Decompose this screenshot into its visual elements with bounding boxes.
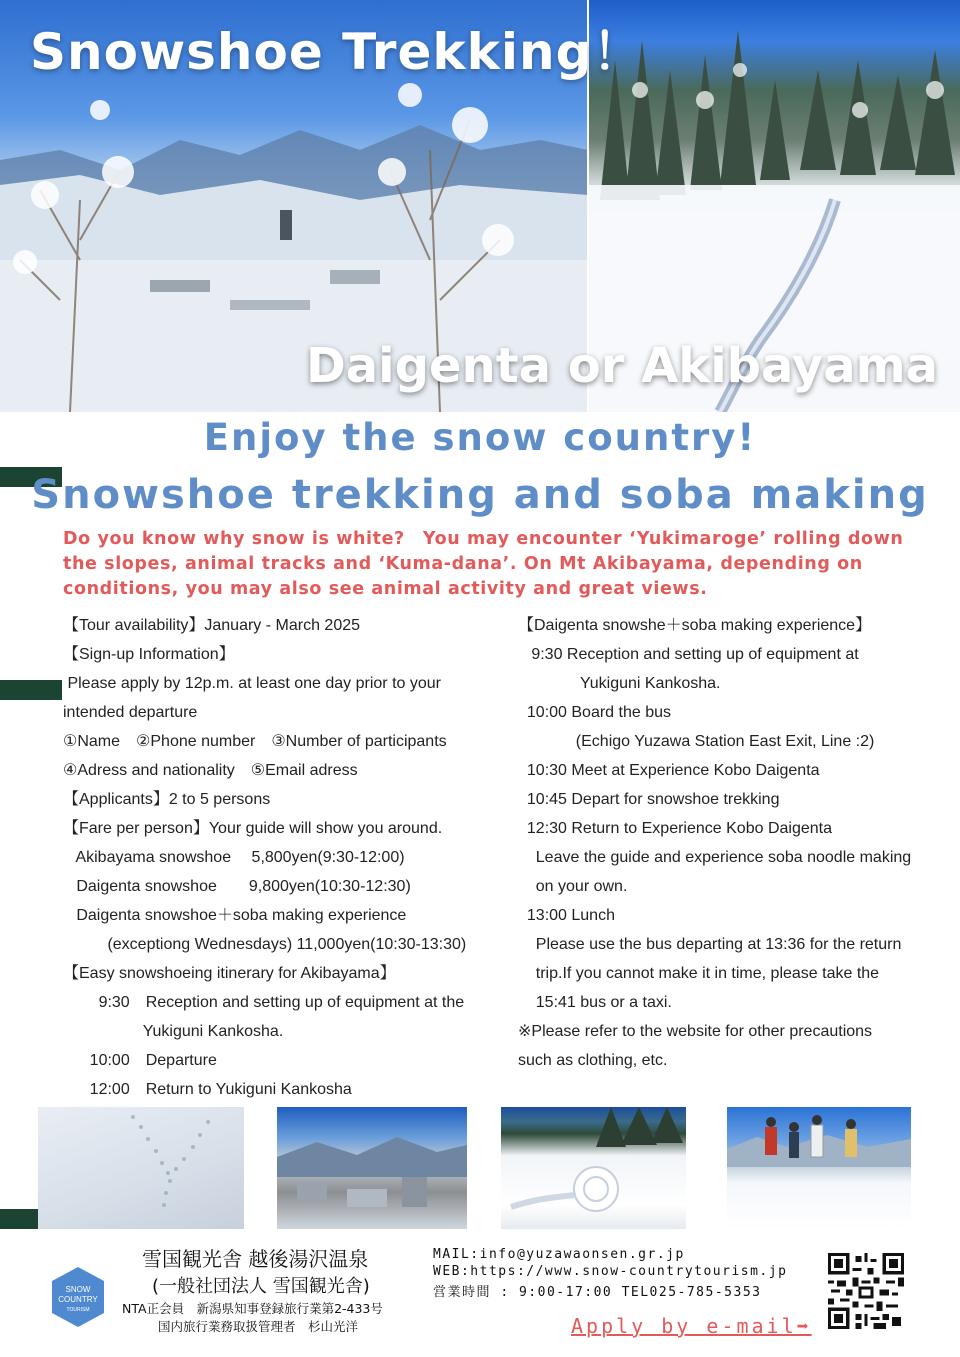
itinerary-line: 10:00 Board the bus	[518, 704, 671, 721]
organization-name: 雪国観光舎 越後湯沢温泉	[142, 1247, 369, 1271]
intro-paragraph: Do you know why snow is white? You may encounter ‘Yukimaroge’ rolling down the slopes, animal tracks and ‘Kuma-dana’. On Mt Akibayama, depending on conditions, you may also see animal activity and great views.	[63, 529, 904, 599]
tour-detail-line: Daigenta snowshoe 9,800yen(10:30-12:30)	[63, 878, 411, 895]
itinerary-line: ※Please refer to the website for other precautions	[518, 1023, 873, 1040]
contact-website[interactable]: WEB:https://www.snow-countrytourism.jp	[433, 1264, 788, 1279]
tour-details-column	[63, 611, 513, 1104]
itinerary-line: 12:30 Return to Experience Kobo Daigenta	[518, 820, 832, 837]
svg-text:COUNTRY: COUNTRY	[58, 1295, 98, 1304]
itinerary-line: 10:45 Depart for snowshoe trekking	[518, 791, 780, 808]
itinerary-line: 9:30 Reception and setting up of equipment at	[518, 646, 859, 663]
itinerary-line: 【Daigenta snowshe＋soba making experience】	[518, 617, 872, 634]
tour-detail-line: 【Applicants】2 to 5 persons	[63, 791, 271, 808]
itinerary-line: (Echigo Yuzawa Station East Exit, Line :2)	[518, 733, 875, 750]
itinerary-line: 15:41 bus or a taxi.	[518, 994, 672, 1011]
photo-trekking-group	[727, 1107, 911, 1229]
hero-title: Snowshoe Trekking！	[30, 23, 644, 81]
travel-manager: 国内旅行業務取扱管理者 杉山光洋	[158, 1319, 359, 1334]
tour-detail-line: 【Easy snowshoeing itinerary for Akibayama】	[63, 965, 396, 982]
hero-banner	[0, 0, 960, 412]
svg-text:TOURISM: TOURISM	[66, 1307, 90, 1313]
tour-detail-line: Please apply by 12p.m. at least one day prior to your	[63, 675, 441, 692]
tour-detail-line: 【Sign-up Information】	[63, 646, 235, 663]
tour-detail-line: 9:30 Reception and setting up of equipment at the	[63, 994, 465, 1011]
tour-detail-line: 12:00 Return to Yukiguni Kankosha	[63, 1081, 352, 1098]
itinerary-line: Please use the bus departing at 13:36 for the return	[518, 936, 902, 953]
itinerary-line: Yukiguni Kankosha.	[518, 675, 721, 692]
itinerary-line: 13:00 Lunch	[518, 907, 615, 924]
tour-detail-line: 【Tour availability】January - March 2025	[63, 617, 361, 634]
tour-detail-line: ①Name ②Phone number ③Number of participants	[63, 733, 447, 750]
apply-by-email-link[interactable]: Apply by e-mail➡	[571, 1314, 812, 1338]
organization-legal-name: (一般社団法人 雪国観光舎)	[152, 1276, 370, 1297]
tour-detail-line: (exceptiong Wednesdays) 11,000yen(10:30-13:30)	[63, 936, 467, 953]
itinerary-line: trip.If you cannot make it in time, please take the	[518, 965, 880, 982]
itinerary-line: Leave the guide and experience soba noodle making	[518, 849, 912, 866]
tour-detail-line: Akibayama snowshoe 5,800yen(9:30-12:00)	[63, 849, 405, 866]
itinerary-line: on your own.	[518, 878, 628, 895]
contact-email[interactable]: MAIL:info@yuzawaonsen.gr.jp	[433, 1247, 685, 1262]
svg-text:SNOW: SNOW	[65, 1285, 91, 1294]
accent-bar	[0, 680, 62, 700]
tour-detail-line: intended departure	[63, 704, 198, 721]
tour-detail-line: 【Fare per person】Your guide will show you around.	[63, 820, 443, 837]
business-hours-phone: 営業時間 : 9:00-17:00 TEL025-785-5353	[433, 1285, 762, 1300]
photo-snow-roller	[501, 1107, 686, 1229]
itinerary-line: such as clothing, etc.	[518, 1052, 668, 1069]
snow-country-tourism-logo	[50, 1265, 106, 1329]
tour-detail-line: Yukiguni Kankosha.	[63, 1023, 284, 1040]
registration-number: NTA正会員 新潟県知事登録旅行業第2-433号	[122, 1301, 383, 1316]
headline-enjoy: Enjoy the snow country!	[203, 416, 757, 459]
daigenta-itinerary-column	[518, 611, 948, 1075]
tour-detail-line: ④Adress and nationality ⑤Email adress	[63, 762, 358, 779]
qr-code[interactable]	[828, 1253, 904, 1329]
itinerary-line: 10:30 Meet at Experience Kobo Daigenta	[518, 762, 820, 779]
photo-snowy-town	[277, 1107, 467, 1229]
headline-snowshoe: Snowshoe trekking and soba making	[31, 472, 929, 518]
tour-detail-line: 10:00 Departure	[63, 1052, 217, 1069]
photo-animal-tracks	[38, 1107, 244, 1229]
tour-detail-line: Daigenta snowshoe＋soba making experience	[63, 907, 407, 924]
hero-subtitle: Daigenta or Akibayama	[305, 338, 938, 394]
